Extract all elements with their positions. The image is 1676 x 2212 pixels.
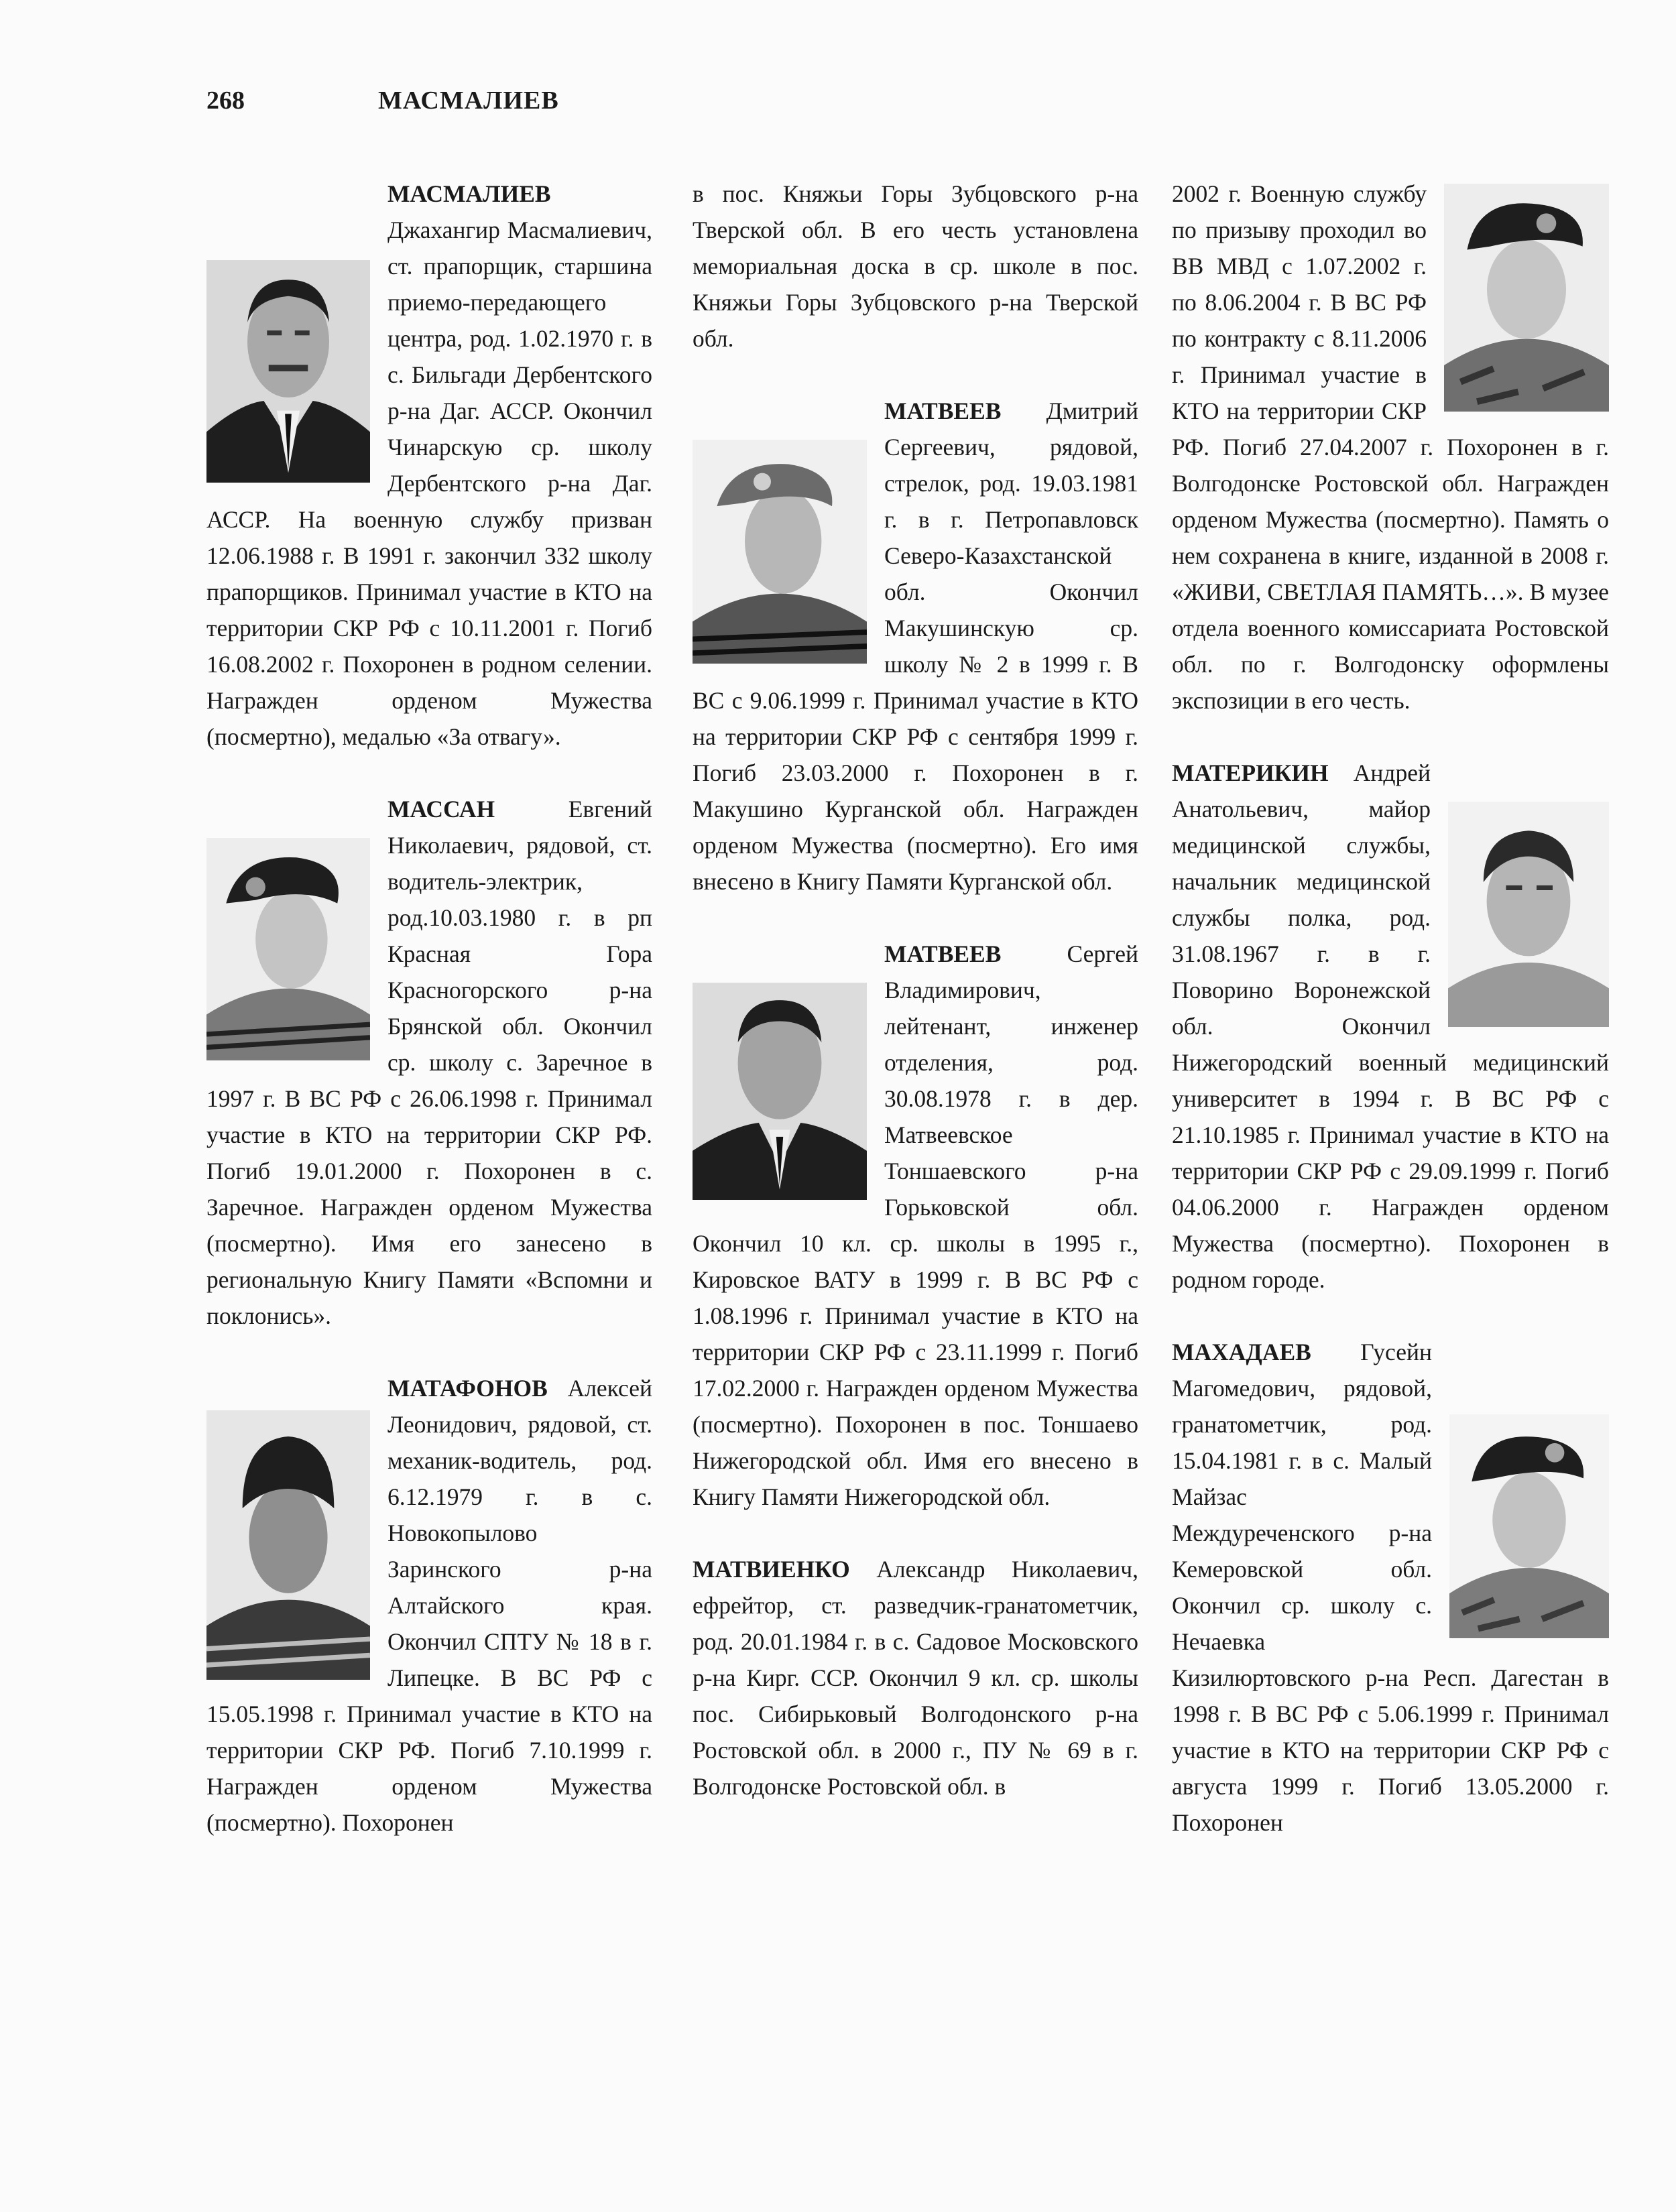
entry-surname: МАТВИЕНКО <box>693 1556 850 1583</box>
entry-matafonov <box>206 1370 652 1841</box>
portrait-photo <box>1444 184 1609 412</box>
entry-text: Алексей Леонидович, рядовой, ст. механик-водитель, род. 6.12.1979 г. в с. Новокопылово Заринского р-на Алтайского края. Окончил СПТУ № 18 в г. Липецке. В ВС РФ с 15.05.1998 г. Принимал участие в КТО на территории СКР РФ. Погиб 7.10.1999 г. Награжден орденом Мужества (посмертно). Похоронен <box>206 1375 652 1836</box>
entry-surname: МАСМАЛИЕВ <box>387 180 551 207</box>
entry-matveev-sergey <box>693 936 1138 1515</box>
portrait-photo <box>1449 1414 1609 1638</box>
column-3 <box>1172 176 1609 1877</box>
entry-text: в пос. Княжьи Горы Зубцовского р-на Тверской обл. В его честь установлена мемориальная доска в ср. школе в пос. Княжьи Горы Зубцовского р-на Тверской обл. <box>693 180 1138 352</box>
entry-matafonov-continued <box>693 176 1138 357</box>
entry-masmaliev <box>206 176 652 755</box>
entry-surname: МАССАН <box>387 796 495 822</box>
entry-surname: МАТЕРИКИН <box>1172 759 1329 786</box>
entry-text: Дмитрий Сергеевич, рядовой, стрелок, род. 19.03.1981 г. в г. Петропавловск Северо-Казахстанской обл. Окончил Макушинскую ср. школу № 2 в 1999 г. В ВС с 9.06.1999 г. Принимал участие в КТО на территории СКР РФ с сентября 1999 г. Погиб 23.03.2000 г. Похоронен в г. Макушино Курганской обл. Награжден орденом Мужества (посмертно). Его имя внесено в Книгу Памяти Курганской обл. <box>693 397 1138 895</box>
portrait-photo <box>206 838 370 1060</box>
entry-matveev-dmitry <box>693 393 1138 900</box>
portrait-photo <box>206 1410 370 1680</box>
column-1 <box>206 176 652 1877</box>
entry-text: Джахангир Масмалиевич, ст. прапорщик, старшина приемо-передающего центра, род. 1.02.1970 г. в с. Бильгади Дербентского р-на Даг. АССР. Окончил Чинарскую ср. школу Дербентского р-на Даг. АССР. На военную службу призван 12.06.1988 г. В 1991 г. закончил 332 школу прапорщиков. Принимал участие в КТО на территории СКР РФ с 10.11.2001 г. Погиб 16.08.2002 г. Похоронен в родном селении. Награжден орденом Мужества (посмертно), медалью «За отвагу». <box>206 217 652 750</box>
entry-surname: МАТВЕЕВ <box>884 397 1002 424</box>
entry-text: Александр Николаевич, ефрейтор, ст. разведчик-гранатометчик, род. 20.01.1984 г. в с. Садовое Московского р-на Кирг. ССР. Окончил 9 кл. ср. школы пос. Сибирьковый Волгодонского р-на Ростовской обл. в 2000 г., ПУ № 69 в г. Волгодонске Ростовской обл. в <box>693 1556 1138 1800</box>
running-headword: МАСМАЛИЕВ <box>378 86 559 115</box>
entry-text: Сергей Владимирович, лейтенант, инженер отделения, род. 30.08.1978 г. в дер. Матвеевское Тоншаевского р-на Горьковской обл. Окончил 10 кл. ср. школы в 1995 г., Кировское ВАТУ в 1999 г. В ВС РФ с 1.08.1996 г. Принимал участие в КТО на территории СКР РФ с 23.11.1999 г. Погиб 17.02.2000 г. Награжден орденом Мужества (посмертно). Похоронен в пос. Тоншаево Нижегородской обл. Имя его внесено в Книгу Памяти Нижегородской обл. <box>693 940 1138 1510</box>
page-number: 268 <box>206 86 245 115</box>
portrait-photo <box>693 983 867 1200</box>
portrait-photo <box>206 260 370 483</box>
entry-text: Гусейн Магомедович, рядовой, гранатометчик, род. 15.04.1981 г. в с. Малый Майзас Междуреченского р-на Кемеровской обл. Окончил ср. школу с. Нечаевка Кизилюртовского р-на Респ. Дагестан в 1998 г. В ВС РФ с 5.06.1999 г. Принимал участие в КТО на территории СКР РФ с августа 1999 г. Погиб 13.05.2000 г. Похоронен <box>1172 1339 1609 1836</box>
entry-surname: МАХАДАЕВ <box>1172 1339 1311 1365</box>
entry-materikin <box>1172 755 1609 1298</box>
portrait-photo <box>693 440 867 664</box>
portrait-photo <box>1448 802 1609 1027</box>
entry-matvienko-continued <box>1172 176 1609 719</box>
entry-makhadaev <box>1172 1334 1609 1841</box>
entry-text: Андрей Анатольевич, майор медицинской службы, начальник медицинской службы полка, род. 31.08.1967 г. в г. Поворино Воронежской обл. Окончил Нижегородский военный медицинский университет в 1994 г. В ВС РФ с 21.10.1985 г. Принимал участие в КТО на территории СКР РФ с 29.09.1999 г. Погиб 04.06.2000 г. Награжден орденом Мужества (посмертно). Похоронен в родном городе. <box>1172 759 1609 1293</box>
entry-text: 2002 г. Военную службу по призыву проходил во ВВ МВД с 1.07.2002 г. по 8.06.2004 г. В ВС РФ по контракту с 8.11.2006 г. Принимал участие в КТО на территории СКР РФ. Погиб 27.04.2007 г. Похоронен в г. Волгодонске Ростовской обл. Награжден орденом Мужества (посмертно). Память о нем сохранена в книге, изданной в 2008 г. «ЖИВИ, СВЕТЛАЯ ПАМЯТЬ…». В музее отдела военного комиссариата Ростовской обл. по г. Волгодонску оформлены экспозиции в его честь. <box>1172 180 1609 714</box>
entry-surname: МАТВЕЕВ <box>884 940 1002 967</box>
entry-massan <box>206 791 652 1334</box>
entry-matvienko <box>693 1551 1138 1804</box>
column-2 <box>693 176 1138 1841</box>
entry-text: Евгений Николаевич, рядовой, ст. водитель-электрик, род.10.03.1980 г. в рп Красная Гора Красногорского р-на Брянской обл. Окончил ср. школу с. Заречное в 1997 г. В ВС РФ с 26.06.1998 г. Принимал участие в КТО на территории СКР РФ. Погиб 19.01.2000 г. Похоронен в с. Заречное. Награжден орденом Мужества (посмертно). Имя его занесено в региональную Книгу Памяти «Вспомни и поклонись». <box>206 796 652 1329</box>
entry-surname: МАТАФОНОВ <box>387 1375 548 1402</box>
